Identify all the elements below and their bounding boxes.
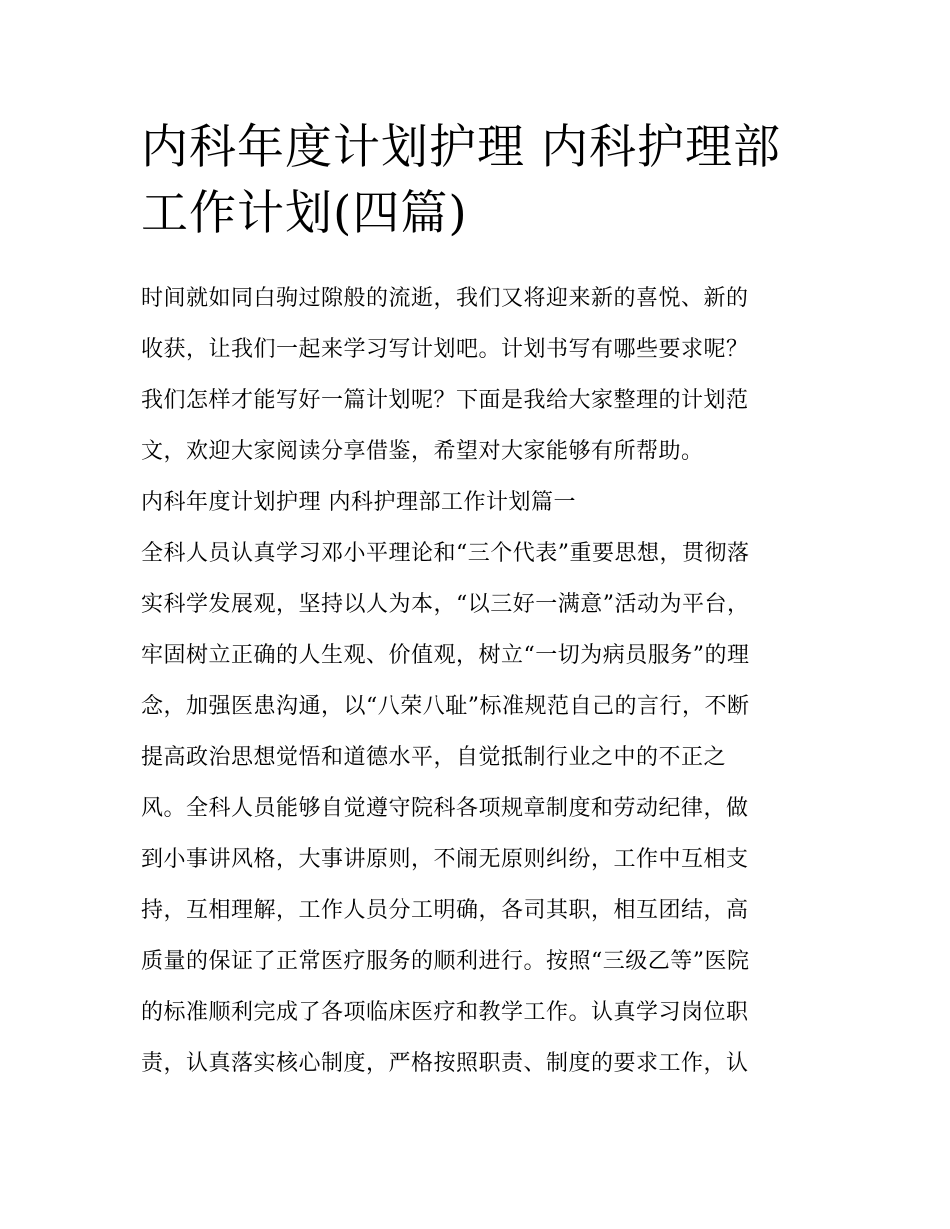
body-line-3: 牢固树立正确的人生观、价值观，树立“一切为病员服务”的理 (141, 643, 750, 668)
section-heading: 内科年度计划护理 内科护理部工作计划篇一 (141, 490, 576, 515)
title-line-2: 工作计划(四篇) (141, 186, 468, 241)
body-line-5: 提高政治思想觉悟和道德水平，自觉抵制行业之中的不正之 (141, 745, 727, 770)
intro-line-3: 我们怎样才能写好一篇计划呢？下面是我给大家整理的计划范 (141, 388, 749, 413)
intro-line-2: 收获，让我们一起来学习写计划吧。计划书写有哪些要求呢？ (141, 337, 749, 362)
body-line-6: 风。全科人员能够自觉遵守院科各项规章制度和劳动纪律，做 (141, 796, 749, 821)
body-line-4: 念，加强医患沟通，以“八荣八耻”标准规范自己的言行，不断 (141, 694, 750, 719)
body-line-8: 持，互相理解，工作人员分工明确，各司其职，相互团结，高 (141, 898, 749, 923)
document-title (141, 115, 821, 247)
body-line-10: 的标准顺利完成了各项临床医疗和教学工作。认真学习岗位职 (141, 1000, 749, 1025)
body-line-7: 到小事讲风格，大事讲原则，不闹无原则纠纷，工作中互相支 (141, 847, 749, 872)
body-line-1: 全科人员认真学习邓小平理论和“三个代表”重要思想，贯彻落 (141, 541, 750, 566)
intro-line-4: 文，欢迎大家阅读分享借鉴，希望对大家能够有所帮助。 (141, 439, 704, 464)
title-line-1: 内科年度计划护理 内科护理部 (141, 120, 781, 175)
body-line-2: 实科学发展观，坚持以人为本，“以三好一满意”活动为平台， (141, 592, 750, 617)
body-line-11: 责，认真落实核心制度，严格按照职责、制度的要求工作，认 (141, 1051, 749, 1076)
intro-line-1: 时间就如同白驹过隙般的流逝，我们又将迎来新的喜悦、新的 (141, 286, 749, 311)
body-line-9: 质量的保证了正常医疗服务的顺利进行。按照“三级乙等”医院 (141, 949, 750, 974)
